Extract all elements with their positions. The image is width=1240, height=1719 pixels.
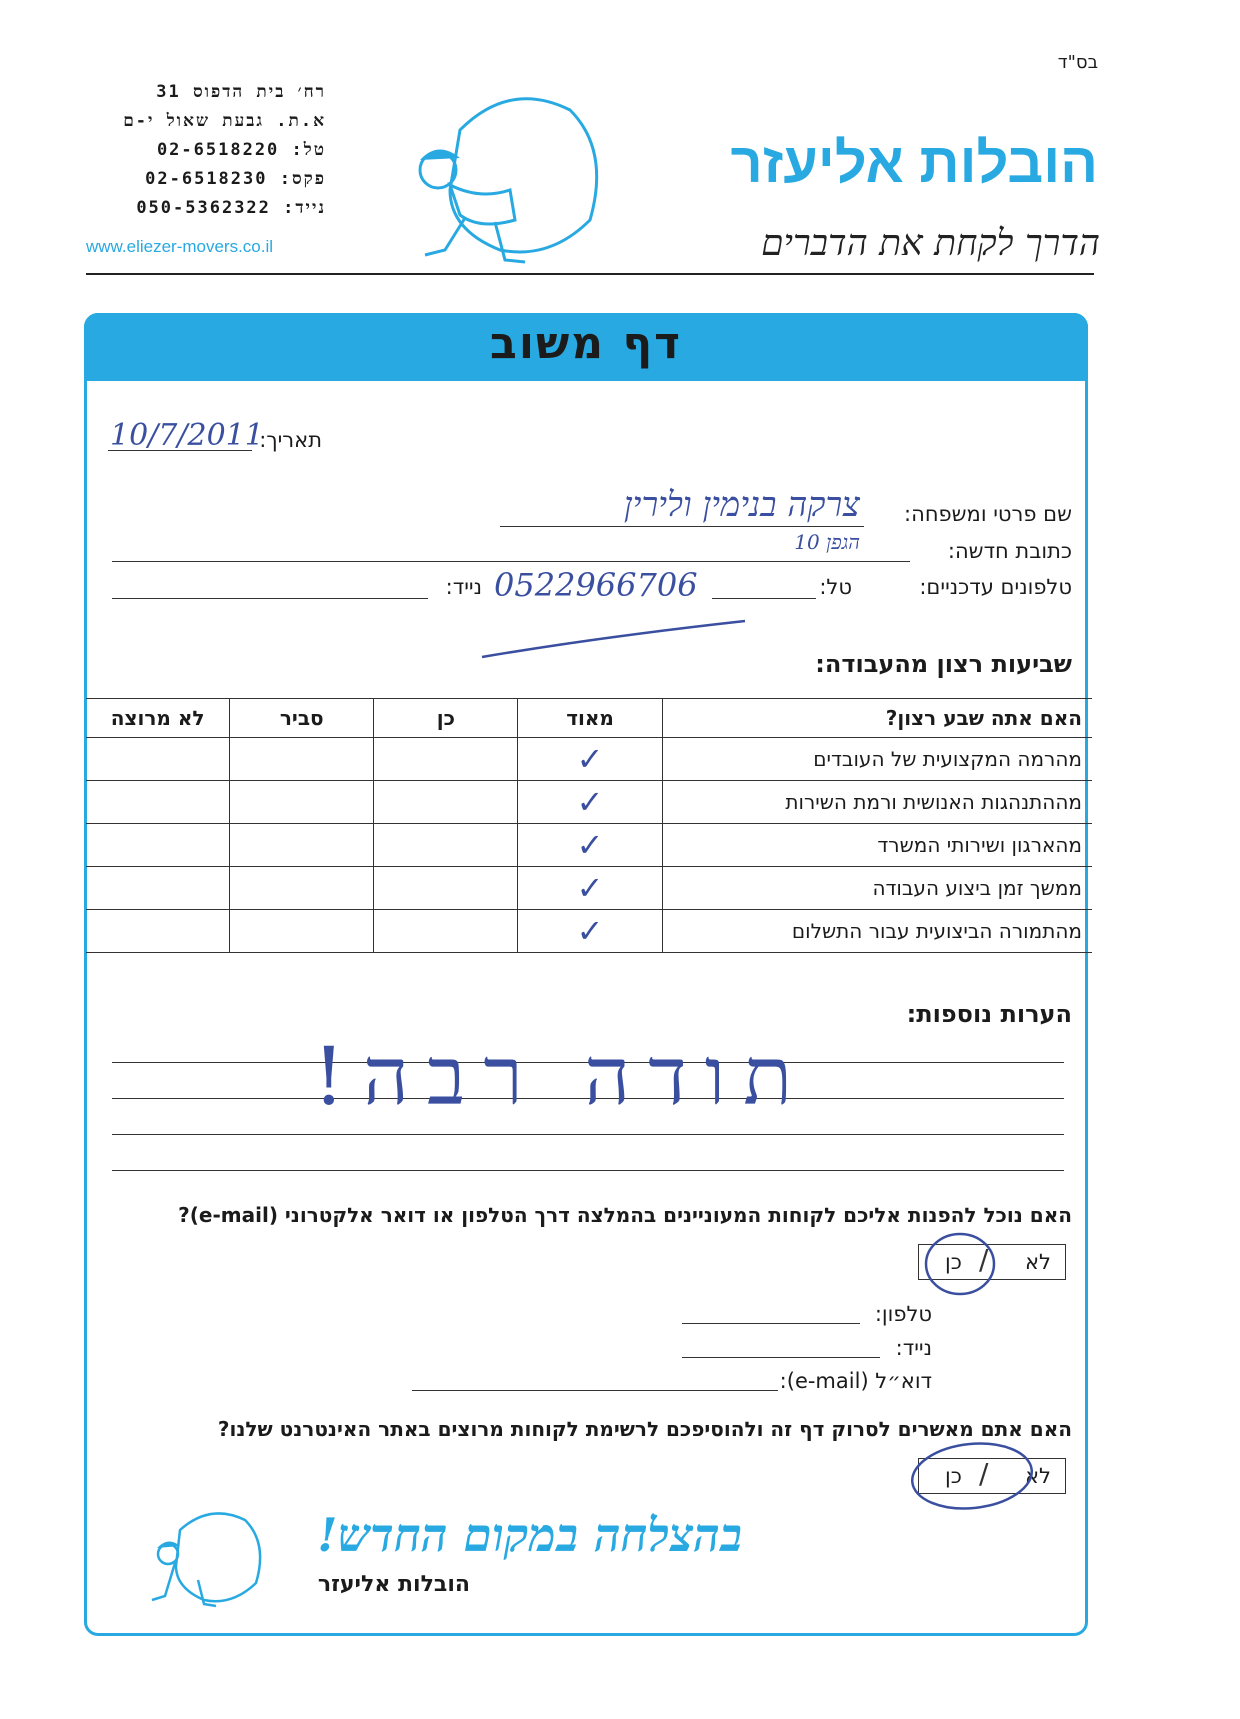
- referral-mobile-label: נייד:: [895, 1336, 932, 1360]
- referral-mobile-line[interactable]: [682, 1357, 880, 1358]
- cell-reasonable[interactable]: [230, 867, 374, 910]
- website-link[interactable]: www.eliezer-movers.co.il: [86, 237, 274, 256]
- phone-line: טל: 02-6518220: [156, 140, 326, 160]
- row-label: ממשך זמן ביצוע העבודה: [662, 867, 1092, 910]
- comment-line-3: [112, 1134, 1064, 1135]
- slash-divider: /: [979, 1243, 989, 1276]
- footer-signature: הובלות אליעזר: [317, 1572, 470, 1597]
- row-label: מהתמורה הביצועית עבור התשלום: [662, 910, 1092, 953]
- checkmark[interactable]: ✓: [518, 910, 662, 953]
- referral-no-option[interactable]: לא: [1025, 1250, 1051, 1274]
- checkmark[interactable]: ✓: [518, 738, 662, 781]
- company-slogan: הדרך לקחת את הדברים: [761, 223, 1100, 264]
- cell-reasonable[interactable]: [230, 824, 374, 867]
- row-label: מההתנהגות האנושית ורמת השירות: [662, 781, 1092, 824]
- cell-yes[interactable]: [374, 781, 518, 824]
- date-value[interactable]: 10/7/2011: [110, 418, 264, 453]
- no-circle-mark: [900, 1440, 1040, 1520]
- column-header-yes: כן: [374, 699, 518, 738]
- checkmark[interactable]: ✓: [518, 781, 662, 824]
- checkmark[interactable]: ✓: [518, 867, 662, 910]
- referral-question: האם נוכל להפנות אליכם לקוחות המעוניינים בהמלצה דרך הטלפון או דואר אלקטרוני (e-mail)?: [178, 1203, 1072, 1227]
- checkmark[interactable]: ✓: [518, 824, 662, 867]
- company-contact-block: [86, 78, 326, 223]
- name-label: שם פרטי ומשפחה:: [904, 502, 1072, 526]
- address-line: רח׳ בית הדפוס 31: [156, 82, 326, 102]
- company-name: הובלות אליעזר: [730, 131, 1098, 194]
- cell-unsatisfied[interactable]: [86, 781, 230, 824]
- column-header-unsatisfied: לא מרוצה: [86, 699, 230, 738]
- column-header-very: מאוד: [518, 699, 662, 738]
- mobile-value[interactable]: 0522966706: [494, 566, 698, 604]
- cell-reasonable[interactable]: [230, 781, 374, 824]
- cell-reasonable[interactable]: [230, 738, 374, 781]
- satisfaction-heading: שביעות רצון מהעבודה:: [815, 650, 1072, 678]
- cell-yes[interactable]: [374, 910, 518, 953]
- name-value[interactable]: צרקה בנימין ולירין: [623, 485, 860, 525]
- website-no-option[interactable]: לא: [1025, 1464, 1051, 1488]
- table-row: [86, 738, 1092, 781]
- cell-yes[interactable]: [374, 738, 518, 781]
- tel-label: טל:: [819, 575, 852, 599]
- tel-line: [712, 598, 816, 599]
- yes-circle-mark: [915, 1228, 1005, 1298]
- phones-label: טלפונים עדכניים:: [919, 575, 1072, 599]
- comment-line-4: [112, 1170, 1064, 1171]
- address-value[interactable]: הגפן 10: [794, 530, 860, 554]
- pen-stroke: [480, 615, 750, 665]
- website-question: האם אתם מאשרים לסרוק דף זה ולהוסיפכם לרשימת לקוחות מרוצים באתר האינטרנט שלנו?: [217, 1417, 1072, 1441]
- good-luck-message: בהצלחה במקום החדש!: [317, 1508, 742, 1562]
- cell-unsatisfied[interactable]: [86, 867, 230, 910]
- referral-yes-option[interactable]: כן: [945, 1250, 962, 1274]
- comments-heading: הערות נוספות:: [906, 1000, 1072, 1028]
- referral-phone-line[interactable]: [682, 1323, 860, 1324]
- row-label: מהארגון ושירותי המשרד: [662, 824, 1092, 867]
- fax-line: פקס: 02-6518230: [145, 169, 326, 189]
- referral-email-line[interactable]: [412, 1390, 778, 1391]
- address-line: [112, 561, 910, 562]
- cell-yes[interactable]: [374, 867, 518, 910]
- table-row: [86, 867, 1092, 910]
- table-header-row: [86, 699, 1092, 738]
- cell-reasonable[interactable]: [230, 910, 374, 953]
- cell-yes[interactable]: [374, 824, 518, 867]
- satisfaction-table: [86, 698, 1092, 953]
- bsd-mark: בס"ד: [1057, 52, 1098, 73]
- column-header-reasonable: סביר: [230, 699, 374, 738]
- name-line: [500, 526, 864, 527]
- referral-phone-label: טלפון:: [874, 1302, 932, 1326]
- header-divider: [86, 273, 1094, 275]
- cell-unsatisfied[interactable]: [86, 910, 230, 953]
- mobile-line: [112, 598, 428, 599]
- referral-email-label: דוא״ל (e-mail):: [779, 1369, 932, 1393]
- area-line: א.ת. גבעת שאול י-ם: [123, 111, 326, 131]
- mover-mascot-logo: [390, 90, 620, 280]
- form-title: דף משוב: [489, 318, 683, 369]
- column-header-question: האם אתה שבע רצון?: [662, 699, 1092, 738]
- address-label: כתובת חדשה:: [947, 539, 1072, 563]
- table-row: [86, 910, 1092, 953]
- cell-unsatisfied[interactable]: [86, 738, 230, 781]
- comments-text[interactable]: תודה רבה!: [312, 1030, 810, 1123]
- slash-divider: /: [979, 1457, 989, 1490]
- date-label: תאריך:: [259, 428, 322, 452]
- mobile-line: נייד: 050-5362322: [136, 198, 326, 218]
- cell-unsatisfied[interactable]: [86, 824, 230, 867]
- row-label: מהרמה המקצועית של העובדים: [662, 738, 1092, 781]
- table-row: [86, 824, 1092, 867]
- table-row: [86, 781, 1092, 824]
- website-yes-option[interactable]: כן: [945, 1464, 962, 1488]
- mover-mascot-small-logo: [140, 1508, 270, 1618]
- mobile-label: נייד:: [445, 575, 482, 599]
